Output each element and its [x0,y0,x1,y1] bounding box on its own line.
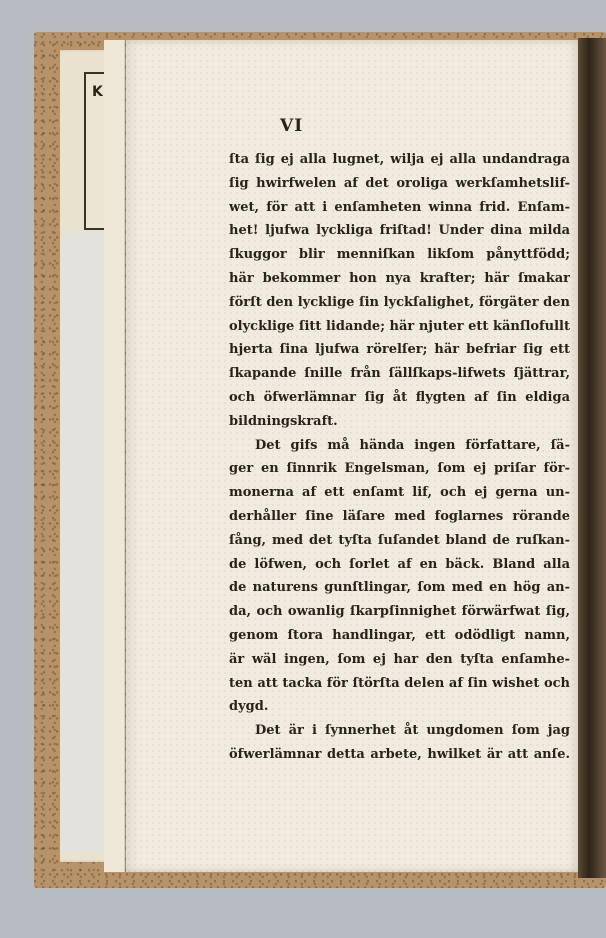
text-line: är wäl ingen, ſom ej har den tyſta enſamhe- [229,651,570,667]
text-line: ſkapande ſnille från ſällſkaps-lifwets ſjättrar, [229,366,570,382]
text-line: här bekommer hon nya krafter; här ſmakar [229,270,570,286]
text-line: ſång, med det tyſta ſuſandet bland de ruſkan- [229,532,570,548]
text-line: Det är i ſynnerhet åt ungdomen ſom jag [255,723,570,739]
text-line: het! ljufwa lyckliga friſtad! Under dina milda [229,223,570,239]
text-line: da, och owanlig ſkarpſinnighet förwärfwat ſig, [229,604,570,620]
text-line: monerna af ett enſamt lif, och ej gerna un- [229,485,570,501]
text-line: de naturens gunſtlingar, ſom med en hög an- [229,580,570,596]
text-line: bildningskraft. [229,413,338,429]
page-edge [114,40,125,872]
text-line: öfwerlämnar detta arbete, hwilket är att anſe. [229,746,570,762]
page-number: VI [280,116,304,136]
text-line: hjerta ſina ljufwa rörelſer; här befriar ſig ett [229,342,570,358]
text-line: dygd. [229,699,269,715]
text-line: ger en ſinnrik Engelsman, ſom ej priſar för- [229,461,570,477]
page-text [229,148,570,767]
text-line: de löfwen, och ſorlet af en bäck. Bland alla [229,556,570,572]
spine-label-text: K [92,84,103,100]
book-gutter [578,38,606,878]
text-line: Det gifs må hända ingen författare, ſä- [255,437,570,453]
text-line: ſkuggor blir menniſkan likſom pånyttfödd; [229,247,570,263]
text-line: olycklige ſitt lidande; här njuter ett känſlofullt [229,318,570,334]
text-line: wet, för att i enſamheten winna frid. Enſam- [229,199,570,215]
text-line: och öfwerlämnar ſig åt flygten af ſin eldiga [229,389,570,405]
text-line: genom ſtora handlingar, ett odödligt namn, [229,627,570,643]
text-line: ten att tacka för ſtörſta delen af ſin wishet och [229,675,570,691]
text-line: ſig hwirfwelen af det oroliga werkſamhetslif- [229,175,570,191]
text-line: förſt den lycklige ſin lyckſalighet, förgäter den [229,294,570,310]
text-line: ſta ſig ej alla lugnet, wilja ej alla undandraga [229,152,570,167]
text-line: derhåller ſine läſare med foglarnes rörande [229,508,570,524]
